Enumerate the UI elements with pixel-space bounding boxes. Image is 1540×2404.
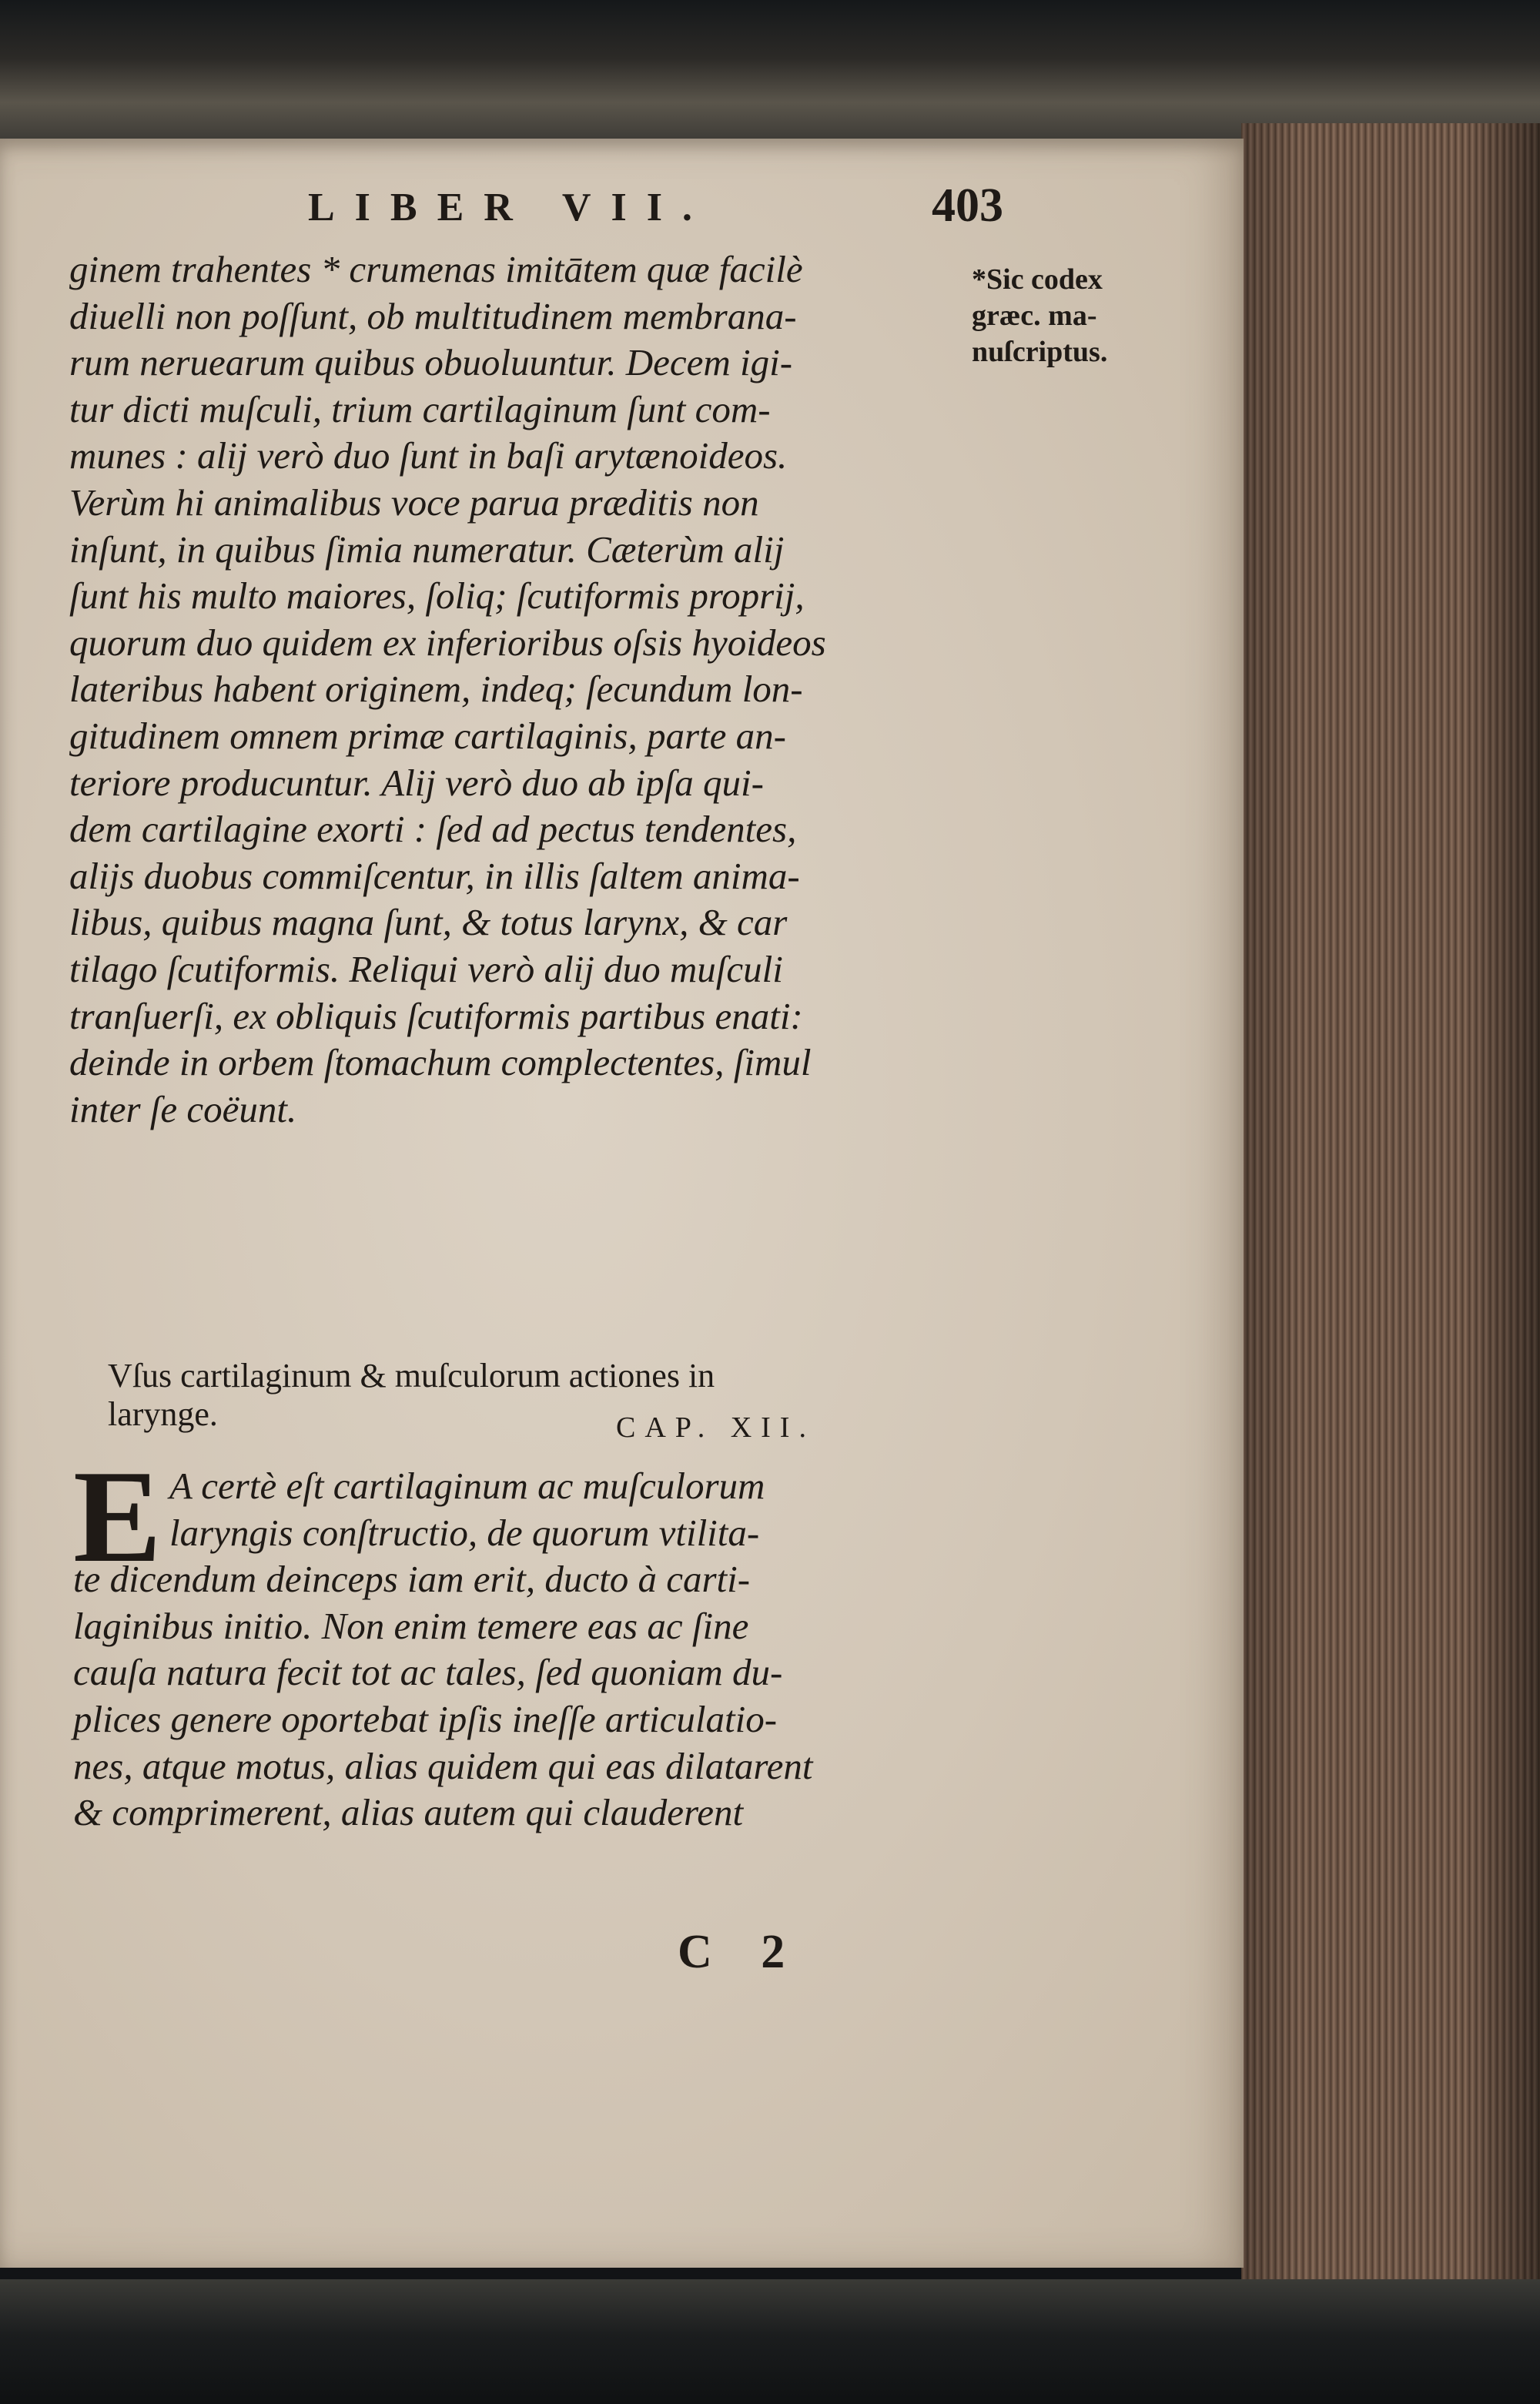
page-number: 403 bbox=[932, 179, 1003, 232]
main-text bbox=[69, 246, 962, 1133]
text-line: & comprimerent, alias autem qui clauderent bbox=[73, 1791, 744, 1834]
text-line: munes : alij verò duo ſunt in baſi arytænoideos. bbox=[69, 434, 788, 477]
text-line: nes, atque motus, alias quidem qui eas dilatarent bbox=[73, 1744, 813, 1787]
text-line: lateribus habent originem, indeq; ſecundum lon- bbox=[69, 668, 803, 711]
signature-mark: C 2 bbox=[678, 1926, 804, 1978]
text-line: laginibus initio. Non enim temere eas ac ſine bbox=[73, 1604, 749, 1647]
page-fore-edge bbox=[1241, 123, 1540, 2283]
text-line: rum neruearum quibus obuoluuntur. Decem igi- bbox=[69, 341, 793, 384]
text-line: dem cartilagine exorti : ſed ad pectus tendentes, bbox=[69, 808, 797, 851]
text-line: tur dicti muſculi, trium cartilaginum ſunt com- bbox=[69, 387, 771, 430]
margin-note-line: nuſcriptus. bbox=[972, 336, 1108, 368]
chapter-heading-line: larynge. bbox=[108, 1395, 218, 1433]
text-line: teriore producuntur. Alij verò duo ab ipſa qui- bbox=[69, 761, 764, 804]
text-line: diuelli non poſſunt, ob multitudinem membrana- bbox=[69, 294, 797, 337]
running-title: LIBER VII. bbox=[308, 186, 712, 229]
margin-note-line: græc. ma- bbox=[972, 300, 1097, 332]
text-line: gitudinem omnem primæ cartilaginis, parte an- bbox=[69, 714, 786, 757]
chapter-heading-line: Vſus cartilaginum & muſculorum actiones in bbox=[108, 1357, 715, 1395]
chapter-text bbox=[73, 1463, 966, 1836]
text-line: libus, quibus magna ſunt, & totus larynx, & car bbox=[69, 901, 788, 944]
text-line: deinde in orbem ſtomachum complectentes, ſimul bbox=[69, 1041, 812, 1084]
text-line: tranſuerſi, ex obliquis ſcutiformis partibus enati: bbox=[69, 994, 803, 1037]
text-line: alijs duobus commiſcentur, in illis ſaltem anima- bbox=[69, 854, 800, 897]
text-line: inſunt, in quibus ſimia numeratur. Cæterùm alij bbox=[69, 527, 785, 571]
text-line: tilago ſcutiformis. Reliqui verò alij duo muſculi bbox=[69, 947, 783, 990]
text-line: plices genere oportebat ipſis ineſſe articulatio- bbox=[73, 1697, 778, 1740]
book-bottom-edge bbox=[0, 2279, 1540, 2404]
text-line: cauſa natura fecit tot ac tales, ſed quoniam du- bbox=[73, 1651, 783, 1694]
text-line: te dicendum deinceps iam erit, ducto à carti- bbox=[73, 1558, 751, 1601]
text-line: ginem trahentes * crumenas imitātem quæ facilè bbox=[69, 248, 803, 290]
text-line: laryngis conſtructio, de quorum vtilita- bbox=[169, 1511, 760, 1554]
text-line: ſunt his multo maiores, ſoliq; ſcutiformis proprij, bbox=[69, 574, 805, 618]
running-head bbox=[77, 179, 1016, 246]
text-line: Verùm hi animalibus voce parua præditis non bbox=[69, 480, 759, 524]
text-line: A certè eſt cartilaginum ac muſculorum bbox=[169, 1465, 765, 1507]
chapter-label: CAP. XII. bbox=[616, 1411, 815, 1444]
text-line: quorum duo quidem ex inferioribus oſsis hyoideos bbox=[69, 621, 826, 664]
margin-note-line: *Sic codex bbox=[972, 263, 1103, 296]
drop-cap: E bbox=[73, 1444, 162, 1590]
margin-note bbox=[972, 262, 1172, 370]
text-line: inter ſe coëunt. bbox=[69, 1087, 297, 1130]
